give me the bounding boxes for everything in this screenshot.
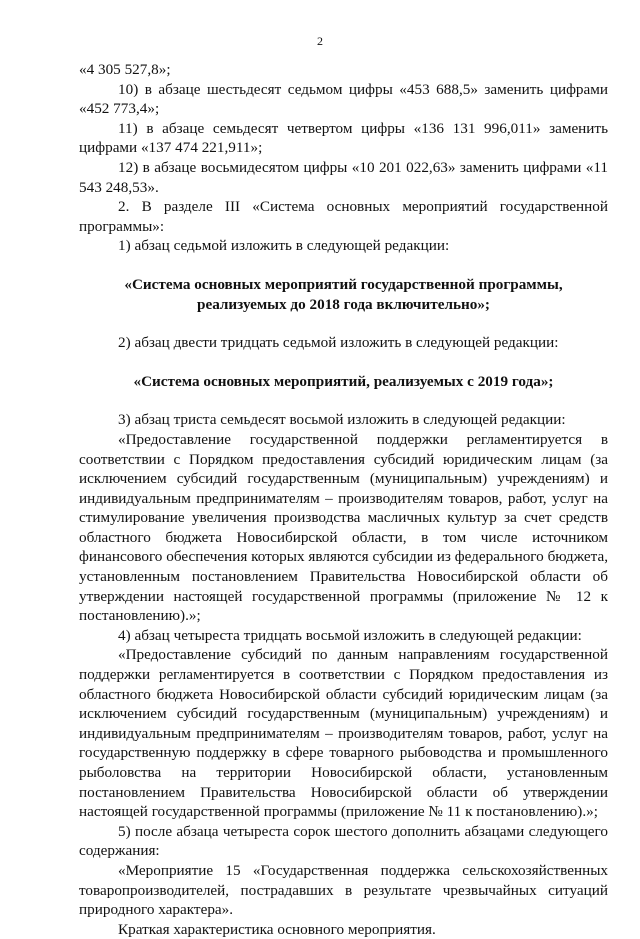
spacer xyxy=(79,391,608,410)
paragraph-quote-3: «Предоставление государственной поддержки регламентируется в соответствии с Порядком предоставления субсидий юридическим лицам (за исключением субсидий государственным (муниципальным) учреждениям) и индивидуальным предпринимателям – производителям товаров, работ, услуг на стимулирование увеличения производства масличных культур за счет средств областного бюджета Новосибирской области, в том числе источником финансового обеспечения которых являются субсидии из федерального бюджета, установленным постановлением Правительства Новосибирской области об утверждении настоящей государственной программы (приложение № 12 к постановлению).»; xyxy=(79,430,608,625)
spacer xyxy=(79,353,608,372)
paragraph-sub-3: 3) абзац триста семьдесят восьмой изложить в следующей редакции: xyxy=(118,411,566,429)
spacer xyxy=(79,314,608,333)
paragraph-sub-1: 1) абзац седьмой изложить в следующей редакции: xyxy=(118,237,450,255)
paragraph-item-10: 10) в абзаце шестьдесят седьмом цифры «453 688,5» заменить цифрами «452 773,4»; xyxy=(79,80,608,118)
spacer xyxy=(79,256,608,275)
page-number: 2 xyxy=(317,34,323,48)
paragraph-sub-2: 2) абзац двести тридцать седьмой изложить в следующей редакции: xyxy=(118,334,559,352)
paragraph-sub-4: 4) абзац четыреста тридцать восьмой изложить в следующей редакции: xyxy=(118,626,582,644)
paragraph-summary: Краткая характеристика основного мероприятия. xyxy=(118,920,436,938)
paragraph-quote-5: «Мероприятие 15 «Государственная поддержка сельскохозяйственных товаропроизводителей, пострадавших в результате чрезвычайных ситуаций природного характера». xyxy=(79,861,608,919)
bold-heading-2: «Система основных мероприятий, реализуемых с 2019 года»; xyxy=(133,372,554,390)
paragraph-quote-4: «Предоставление субсидий по данным направлениям государственной поддержки регламентируется в соответствии с Порядком предоставления из областного бюджета Новосибирской области субсидий юридическим лицам (за исключением субсидий государственным (муниципальным) учреждениям) и индивидуальным предпринимателям – производителям товаров, работ, услуг на государственную поддержку в сфере товарного рыбоводства и промышленного рыболовства на территории Новосибирской области, установленным постановлением Правительства Новосибирской области об утверждении настоящей государственной программы (приложение № 11 к постановлению).»; xyxy=(79,646,608,821)
paragraph-item-11: 11) в абзаце семьдесят четвертом цифры «136 131 996,011» заменить цифрами «137 474 221,911»; xyxy=(79,119,608,157)
document-body xyxy=(79,60,608,939)
paragraph-continuation: «4 305 527,8»; xyxy=(79,61,171,78)
bold-heading-1: «Система основных мероприятий государственной программы, реализуемых до 2018 года включительно»; xyxy=(124,275,563,313)
paragraph-sub-5: 5) после абзаца четыреста сорок шестого дополнить абзацами следующего содержания: xyxy=(79,822,608,860)
paragraph-section-2: 2. В разделе III «Система основных мероприятий государственной программы»: xyxy=(79,198,608,235)
paragraph-item-12: 12) в абзаце восьмидесятом цифры «10 201 022,63» заменить цифрами «11 543 248,53». xyxy=(79,158,608,196)
